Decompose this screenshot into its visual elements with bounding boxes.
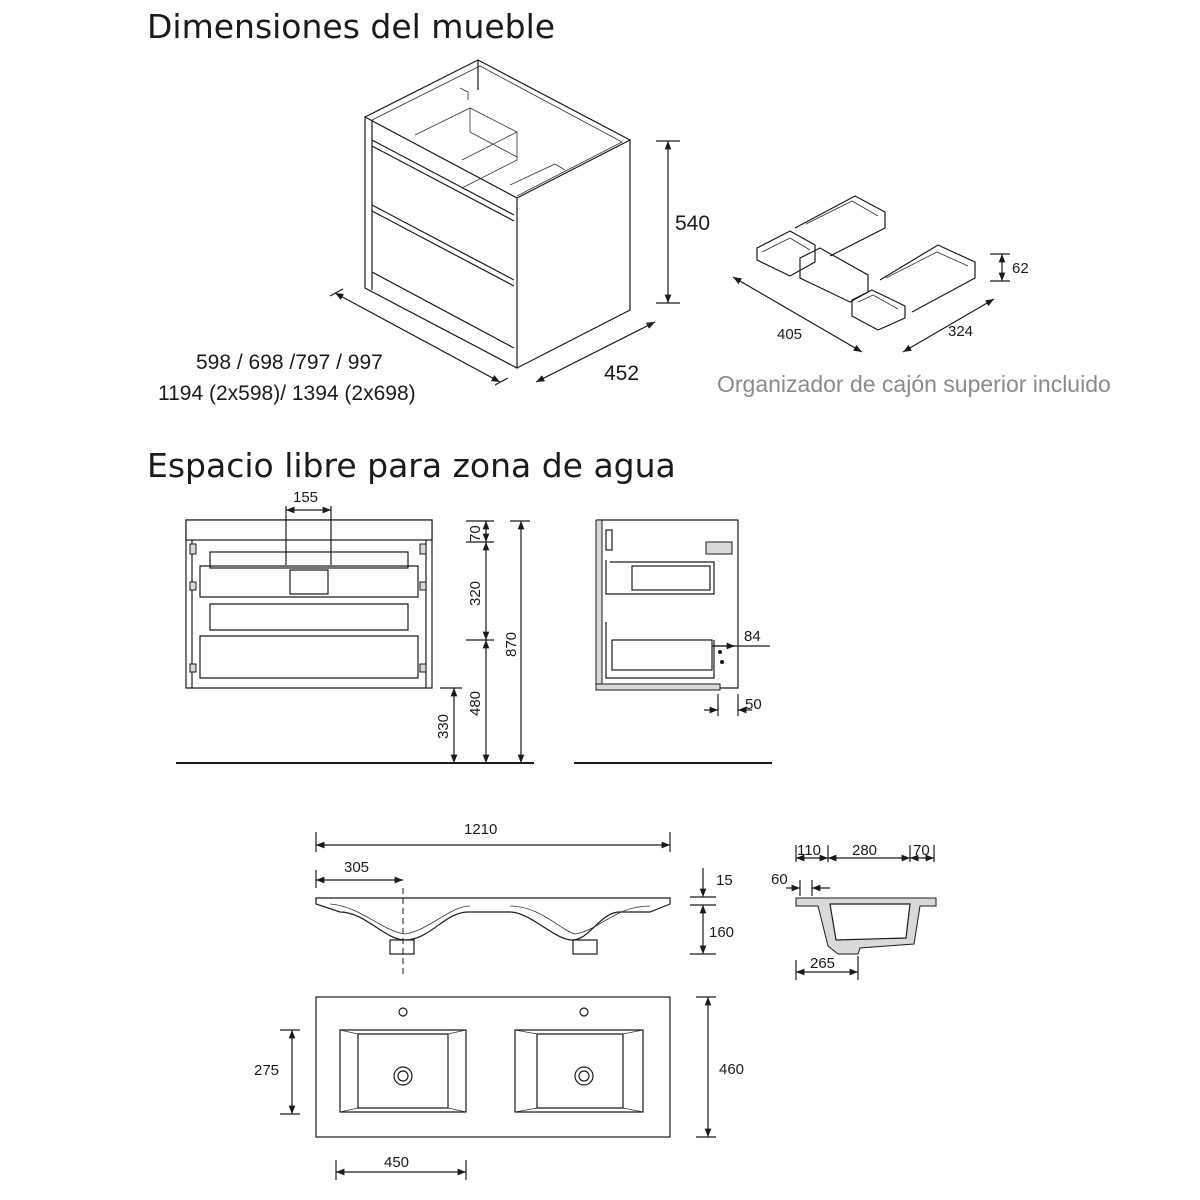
dim-870-label: 870 [503, 631, 520, 657]
profile-60-label: 60 [771, 871, 788, 888]
dim-330-label: 330 [435, 713, 452, 739]
top-thickness-label: 15 [716, 872, 733, 889]
basin-profile-view [786, 845, 936, 980]
plan-275-label: 275 [254, 1062, 280, 1079]
profile-280-label: 280 [852, 842, 878, 859]
dim-480-label: 480 [467, 690, 484, 716]
cabinet-width-label-2: 1194 (2x598)/ 1394 (2x698) [158, 382, 416, 405]
dim-70-label: 70 [467, 525, 484, 542]
basin-section-view [316, 832, 716, 975]
side-50-label: 50 [745, 696, 762, 713]
cabinet-depth-label: 452 [604, 362, 640, 385]
organizer-depth-label: 405 [777, 326, 803, 343]
water-zone-side-view [574, 520, 772, 763]
profile-70-label: 70 [913, 842, 930, 859]
basin-width-label: 1210 [464, 821, 498, 838]
title-furniture-dimensions: Dimensiones del mueble [147, 7, 556, 46]
plan-460-label: 460 [719, 1061, 745, 1078]
cabinet-width-label-1: 598 / 698 /797 / 997 [196, 351, 383, 374]
cabinet-3d-drawing [330, 60, 680, 385]
organizer-height-label: 62 [1012, 260, 1029, 277]
side-84-label: 84 [744, 628, 761, 645]
dim-320-label: 320 [467, 580, 484, 606]
basin-plan-view [280, 997, 716, 1180]
title-water-zone: Espacio libre para zona de agua [147, 446, 676, 485]
bowl-depth-label: 160 [709, 924, 735, 941]
profile-265-label: 265 [810, 955, 836, 972]
cabinet-height-label: 540 [675, 212, 711, 235]
front-top-label: 155 [293, 489, 319, 506]
organizer-caption: Organizador de cajón superior incluido [717, 371, 1111, 397]
plan-450-label: 450 [384, 1154, 410, 1171]
basin-half-label: 305 [344, 859, 370, 876]
water-zone-front-view [176, 506, 534, 763]
organizer-width-label: 324 [948, 323, 974, 340]
profile-110-label: 110 [797, 842, 821, 859]
